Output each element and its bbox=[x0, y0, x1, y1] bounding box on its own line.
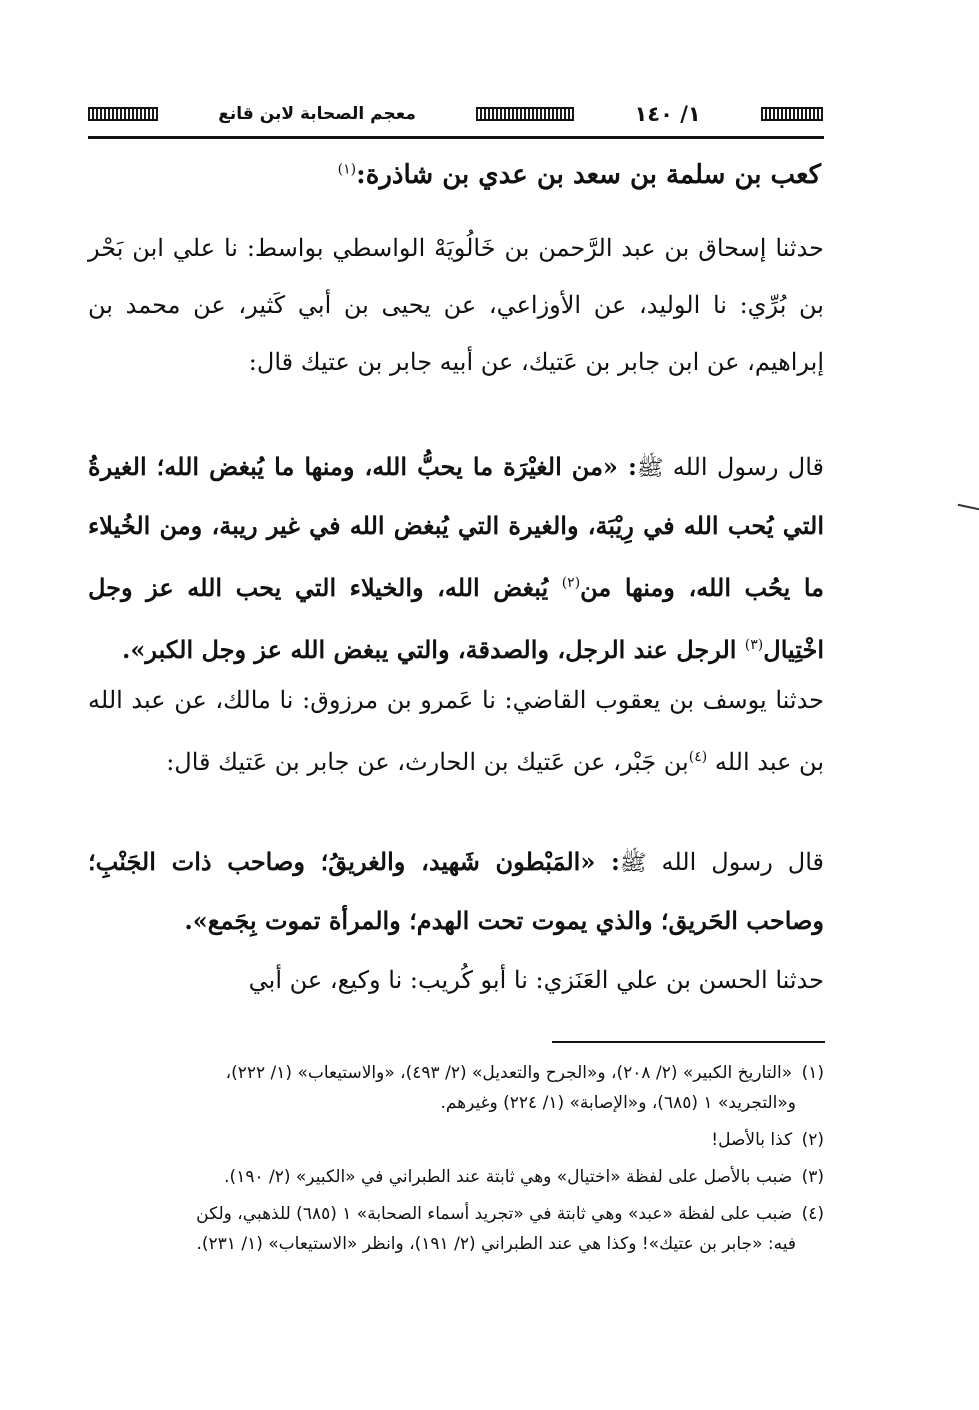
hadith-intro: قال رسول الله bbox=[663, 453, 824, 481]
entry-title-footnote-ref: (١) bbox=[337, 161, 357, 178]
hadith-text-a: : «من الغيْرَة ما يحبُّ الله، ومنها ما يُبغض الله؛ الغيرةُ التي يُحب الله في رِيْبَة، والغيرة التي يُبغض الله في غير ريبة، ومن الخُيلاء ما يحُب الله، ومنها من bbox=[88, 452, 824, 602]
header-ornament-left bbox=[88, 107, 158, 121]
page-number: ١/ ١٤٠ bbox=[634, 102, 701, 126]
scan-edge-mark bbox=[954, 504, 979, 526]
hadith-text-2: : «المَبْطون شَهيد، والغريقُ؛ وصاحب ذات الجَنْبِ؛ وصاحب الحَريق؛ والذي يموت تحت الهدم؛ والمرأة تموت بِجَمع». bbox=[88, 847, 824, 935]
header-ornament-middle bbox=[476, 107, 574, 121]
footnote-number: (٤) bbox=[801, 1204, 824, 1224]
footnote-ref-3: (٣) bbox=[744, 637, 764, 653]
footnote-text: ضبب بالأصل على لفظة «اختيال» وهي ثابتة عند الطبراني في «الكبير» (٢/ ١٩٠). bbox=[224, 1167, 793, 1187]
footnote-4 bbox=[88, 1199, 824, 1259]
footnote-text: ضبب على لفظة «عبد» وهي ثابتة في «تجريد أسماء الصحابة» ١ (٦٨٥) للذهبي، ولكن bbox=[196, 1204, 793, 1224]
footnote-number: (١) bbox=[801, 1063, 824, 1083]
hadith-paragraph-1 bbox=[88, 438, 864, 679]
entry-title-text: كعب بن سلمة بن سعد بن عدي بن شاذرة: bbox=[356, 160, 821, 190]
isnad-text-b: بن جَبْر، عن عَتيك بن الحارث، عن جابر بن عَتيك قال: bbox=[166, 748, 689, 776]
footnote-2 bbox=[88, 1125, 824, 1155]
isnad-paragraph-2 bbox=[88, 672, 864, 791]
footnote-continuation: و«التجريد» ١ (٦٨٥)، و«الإصابة» (١/ ٢٢٤) وغيرهم. bbox=[440, 1093, 796, 1113]
hadith-intro-2: قال رسول الله bbox=[646, 848, 824, 876]
footnote-number: (٢) bbox=[801, 1130, 824, 1150]
isnad-paragraph-1: حدثنا إسحاق بن عبد الرَّحمن بن خَالُويَهْ الواسطي بواسط: نا علي ابن بَحْر بن بُرِّي: نا الوليد، عن الأوزاعي، عن يحيى بن أبي كَثير، عن محمد بن إبراهيم، عن ابن جابر بن عَتيك، عن أبيه جابر بن عتيك قال: bbox=[88, 234, 824, 376]
footnote-number: (٣) bbox=[801, 1167, 824, 1187]
hadith-text-c: الرجل عند الرجل، والصدقة، والتي يبغض الله عز وجل الكبر». bbox=[122, 635, 745, 664]
isnad-paragraph-3: حدثنا الحسن بن علي العَنَزي: نا أبو كُريب: نا وكيع، عن أبي bbox=[248, 966, 824, 994]
footnote-ref-4: (٤) bbox=[688, 749, 708, 765]
entry-title bbox=[338, 160, 821, 190]
hadith-paragraph-2 bbox=[88, 833, 864, 950]
footnote-continuation: فيه: «جابر بن عتيك»! وكذا هي عند الطبراني (٢/ ١٩١)، وانظر «الاستيعاب» (١/ ٢٣١). bbox=[196, 1234, 796, 1254]
book-title: معجم الصحابة لابن قانع bbox=[218, 104, 416, 124]
footnote-ref-2: (٢) bbox=[561, 575, 581, 591]
footnote-text: كذا بالأصل! bbox=[711, 1130, 793, 1150]
footnote-3 bbox=[88, 1162, 824, 1192]
salawat-glyph-2: ﷺ bbox=[619, 851, 647, 876]
footnote-1 bbox=[88, 1058, 824, 1118]
footnote-text: «التاريخ الكبير» (٢/ ٢٠٨)، و«الجرح والتعديل» (٢/ ٤٩٣)، «والاستيعاب» (١/ ٢٢٢)، bbox=[225, 1063, 793, 1083]
footnotes bbox=[88, 1058, 824, 1266]
salawat-glyph: ﷺ bbox=[636, 456, 664, 481]
footnote-separator bbox=[552, 1041, 825, 1043]
hadith-text-b: يُبغض الله، والخيلاء التي يحب الله عز وجل اخْتِيال bbox=[88, 573, 824, 664]
header-rule bbox=[88, 136, 824, 139]
header-ornament-right bbox=[761, 107, 823, 121]
isnad-text-a: حدثنا يوسف بن يعقوب القاضي: نا عَمرو بن مرزوق: نا مالك، عن عبد الله بن عبد الله bbox=[88, 686, 824, 776]
running-header bbox=[88, 96, 823, 132]
